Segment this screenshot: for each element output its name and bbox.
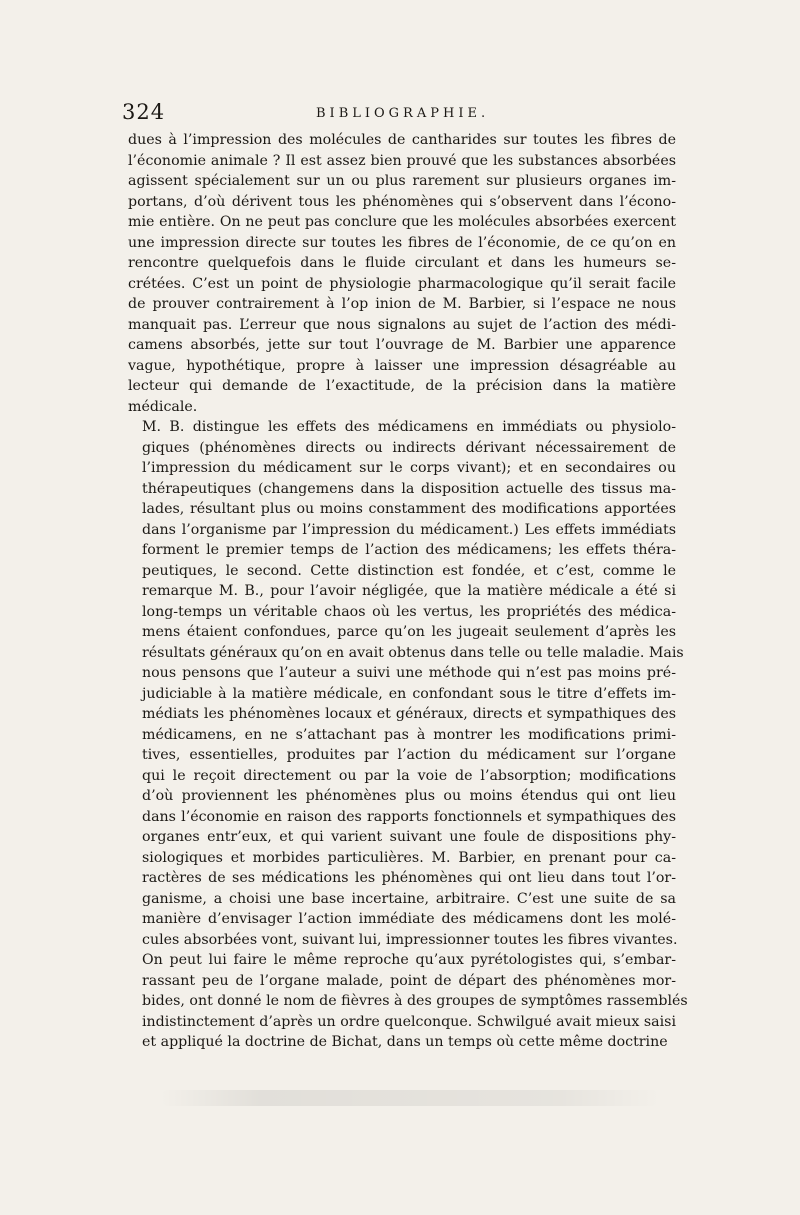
- paragraph-1-line: dues à l’impression des molécules de cantharides sur toutes les fibres de: [128, 132, 676, 148]
- page-number: 324: [122, 100, 166, 124]
- paragraph-2-line: tives, essentielles, produites par l’action du médicament sur l’organe: [142, 747, 676, 763]
- paragraph-2-line: organes entr’eux, et qui varient suivant une foule de dispositions phy-: [142, 829, 676, 845]
- paragraph-2-line: dans l’organisme par l’impression du médicament.) Les effets immédiats: [142, 521, 676, 538]
- paragraph-1-line: rencontre quelquefois dans le fluide circulant et dans les humeurs se-: [128, 255, 676, 271]
- paragraph-2: [128, 417, 688, 1053]
- paragraph-2-line: ganisme, a choisi une base incertaine, arbitraire. C’est une suite de sa: [142, 890, 676, 907]
- paragraph-2-line: l’impression du médicament sur le corps vivant); et en secondaires ou: [142, 460, 676, 476]
- paragraph-2-line: résultats généraux qu’on en avait obtenus dans telle ou telle maladie. Mais: [142, 644, 684, 661]
- paragraph-1-line: camens absorbés, jette sur tout l’ouvrage de M. Barbier une apparence: [128, 337, 676, 353]
- paragraph-2-line: qui le reçoit directement ou par la voie de l’absorption; modifications: [142, 767, 676, 784]
- paragraph-2-line: judiciable à la matière médicale, en confondant sous le titre d’effets im-: [142, 685, 676, 702]
- paragraph-2-line: remarque M. B., pour l’avoir négligée, que la matière médicale a été si: [142, 583, 676, 599]
- paragraph-2-line: lades, résultant plus ou moins constamment des modifications apportées: [142, 501, 676, 517]
- paragraph-2-line: nous pensons que l’auteur a suivi une méthode qui n’est pas moins pré-: [142, 665, 676, 681]
- paragraph-2-line: mens étaient confondues, parce qu’on les jugeait seulement d’après les: [142, 624, 676, 640]
- paragraph-1-line: une impression directe sur toutes les fibres de l’économie, de ce qu’on en: [128, 234, 676, 251]
- paragraph-2-line: rassant peu de l’organe malade, point de départ des phénomènes mor-: [142, 972, 676, 989]
- paragraph-2-line: indistinctement d’après un ordre quelconque. Schwilgué avait mieux saisi: [142, 1013, 676, 1030]
- paragraph-1-line: crétées. C’est un point de physiologie pharmacologique qu’il serait facile: [128, 275, 676, 292]
- paragraph-2-line: forment le premier temps de l’action des médicamens; les effets théra-: [142, 542, 676, 558]
- paragraph-2-line: giques (phénomènes directs ou indirects dérivant nécessairement de: [142, 439, 676, 456]
- paragraph-2-line: long-temps un véritable chaos où les vertus, les propriétés des médica-: [142, 603, 676, 620]
- book-page: [122, 96, 688, 1053]
- paragraph-2-line: et appliqué la doctrine de Bichat, dans un temps où cette même doctrine: [142, 1034, 668, 1050]
- paragraph-1-line: lecteur qui demande de l’exactitude, de la précision dans la matière: [128, 378, 676, 394]
- paragraph-2-line: siologiques et morbides particulières. M. Barbier, en prenant pour ca-: [142, 849, 676, 866]
- paragraph-1-line: mie entière. On ne peut pas conclure que les molécules absorbées exercent: [128, 214, 676, 230]
- print-smudge: [160, 1090, 660, 1106]
- paragraph-2-line: On peut lui faire le même reproche qu’aux pyrétologistes qui, s’embar-: [142, 952, 676, 968]
- paragraph-2-line: médiats les phénomènes locaux et généraux, directs et sympathiques des: [142, 706, 676, 722]
- paragraph-2-line: peutiques, le second. Cette distinction est fondée, et c’est, comme le: [142, 562, 676, 579]
- paragraph-1-line: portans, d’où dérivent tous les phénomènes qui s’observent dans l’écono-: [128, 193, 676, 210]
- paragraph-2-line: manière d’envisager l’action immédiate des médicamens dont les molé-: [142, 911, 676, 927]
- paragraph-2-line: cules absorbées vont, suivant lui, impressionner toutes les fibres vivantes.: [142, 931, 678, 948]
- paragraph-2-line: médicamens, en ne s’attachant pas à montrer les modifications primi-: [142, 726, 676, 743]
- running-head: [122, 96, 676, 130]
- paragraph-1-line: l’économie animale ? Il est assez bien prouvé que les substances absorbées: [128, 152, 676, 169]
- paragraph-2-line: d’où proviennent les phénomènes plus ou moins étendus qui ont lieu: [142, 788, 676, 804]
- paragraph-1-line: médicale.: [128, 398, 198, 415]
- paragraph-1-line: manquait pas. L’erreur que nous signalons au sujet de l’action des médi-: [128, 316, 676, 333]
- paragraph-1-line: agissent spécialement sur un ou plus rarement sur plusieurs organes im-: [128, 173, 676, 189]
- paragraph-1-line: vague, hypothétique, propre à laisser une impression désagréable au: [128, 357, 676, 374]
- paragraph-2-line: M. B. distingue les effets des médicamens en immédiats ou physiolo-: [142, 419, 676, 435]
- paragraph-2-line: bides, ont donné le nom de fièvres à des groupes de symptômes rassemblés: [142, 993, 688, 1009]
- running-title: BIBLIOGRAPHIE.: [316, 106, 490, 121]
- paragraph-2-line: dans l’économie en raison des rapports fonctionnels et sympathiques des: [142, 808, 676, 825]
- paragraph-2-line: ractères de ses médications les phénomènes qui ont lieu dans tout l’or-: [142, 870, 676, 886]
- paragraph-1: [128, 130, 676, 417]
- body-text: [128, 130, 688, 1053]
- paragraph-2-line: thérapeutiques (changemens dans la disposition actuelle des tissus ma-: [142, 480, 676, 497]
- paragraph-1-line: de prouver contrairement à l’op inion de M. Barbier, si l’espace ne nous: [128, 296, 676, 312]
